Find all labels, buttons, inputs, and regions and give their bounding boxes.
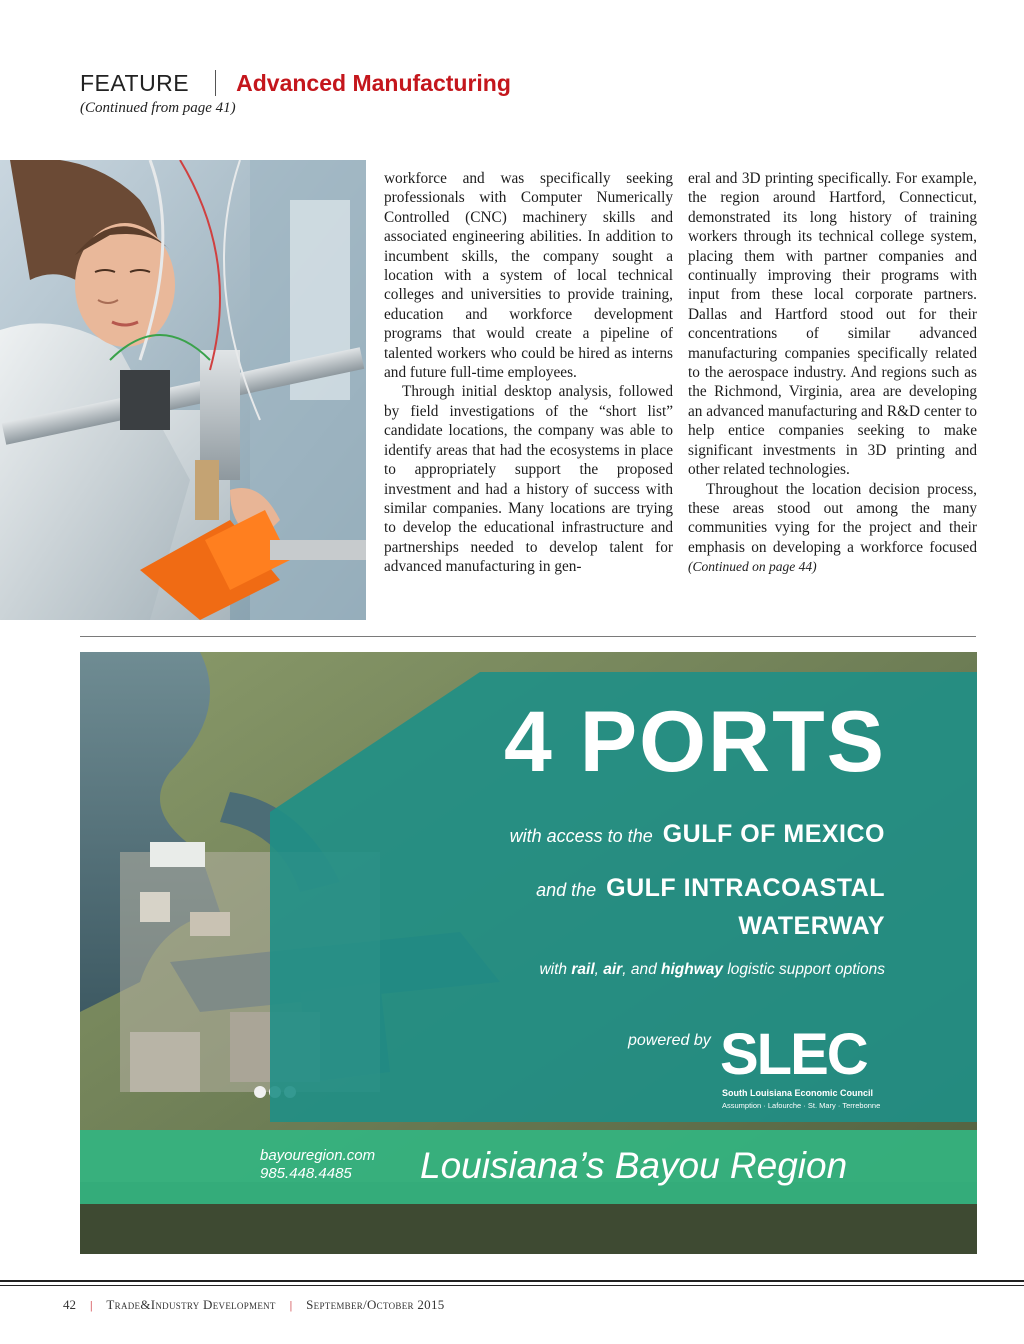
ad-text: , and: [622, 961, 661, 978]
slec-org-name: South Louisiana Economic Council: [722, 1088, 874, 1098]
ad-line-logistics: [539, 961, 885, 979]
feature-row: [80, 66, 640, 100]
ad-region-tagline: Louisiana’s Bayou Region: [420, 1145, 848, 1186]
ad-line-small: and the: [536, 880, 597, 900]
ad-line-intracoastal: [536, 874, 885, 903]
ad-text: ,: [594, 961, 604, 978]
ad-line-big: GULF OF MEXICO: [662, 820, 885, 848]
ad-text-air: air: [603, 961, 623, 978]
footer-rule: [0, 1280, 1024, 1282]
footer-rule: [0, 1285, 1024, 1286]
section-divider: [80, 636, 976, 637]
photo-illustration: [0, 160, 366, 620]
ad-headline: 4 PORTS: [504, 694, 886, 790]
continued-from-note: (Continued from page 41): [80, 100, 236, 116]
issue-date: September/October 2015: [306, 1297, 445, 1312]
ad-line-small: with access to the: [509, 826, 653, 846]
footer-separator: |: [90, 1297, 93, 1312]
section-label: FEATURE: [80, 69, 190, 96]
article-paragraph: workforce and was specifically seeking professionals with Computer Numerically Controlled (CNC) machinery skills and associated engineering abilities. In addition to incumbent skills, the company sought a location with a system of local technical colleges and universities to provide training, education and workforce development programs that would create a pipeline of talented workers who could be hired as interns and future full-time employees.: [384, 170, 673, 382]
header-divider: [215, 70, 216, 96]
3d-printing-technician-photo: [0, 160, 366, 620]
article-paragraph: eral and 3D printing specifically. For example, the region around Hartford, Connecticut, demonstrated its long history of training workers through its technical college system, placing them with partner companies and continually improving their programs with input from these local corporate partners. Dallas and Hartford stood out for their concentrations of similar advanced manufacturing companies specifically related to the aerospace industry. And regions such as the Richmond, Virginia, area are developing an advanced manufacturing and R&D center to help entice companies seeking to make significant investments in 3D printing and other related technologies.: [688, 170, 977, 479]
page-footer: [63, 1297, 445, 1313]
ad-website[interactable]: bayouregion.com: [260, 1147, 376, 1164]
continued-on-link[interactable]: (Continued on page 44): [688, 559, 817, 575]
ad-text-rail: rail: [571, 961, 595, 978]
ad-text: with: [539, 961, 572, 978]
publication-name: Trade&Industry Development: [106, 1297, 276, 1312]
article-paragraph: Through initial desktop analysis, followed by field investigations of the “short list” candidate locations, the company was able to identify areas that had the ecosystems in place to appropriately support the proposed investment and had a history of success with similar companies. Many locations are trying to develop the educational infrastructure and partnerships needed to develop talent for advanced manufacturing in gen-: [384, 383, 673, 576]
slec-advertisement[interactable]: [80, 652, 977, 1254]
article-paragraph: [688, 480, 977, 577]
powered-by-label: powered by: [628, 1032, 711, 1049]
ad-line-gulf-mexico: [510, 820, 885, 849]
feature-header: [80, 66, 640, 117]
article-column-2: [688, 169, 977, 577]
footer-separator: |: [289, 1297, 293, 1312]
ad-line-big: WATERWAY: [738, 912, 885, 940]
ad-phone[interactable]: 985.448.4485: [260, 1165, 352, 1182]
ad-text: logistic support options: [723, 961, 885, 978]
article-paragraph-text: Throughout the location decision process, these areas stood out among the many communities vying for the project and their emphasis on developing a workforce focused: [688, 480, 977, 556]
slec-parishes: Assumption · Lafourche · St. Mary · Terrebonne: [722, 1101, 881, 1110]
slec-logo: SLEC: [720, 1022, 867, 1087]
ad-contact-band: [80, 1130, 977, 1204]
ad-text-highway: highway: [661, 961, 724, 978]
article-column-1: [384, 169, 673, 577]
ad-line-big: GULF INTRACOASTAL: [606, 874, 885, 902]
page-number: 42: [63, 1297, 76, 1312]
ad-line-waterway: [738, 912, 885, 941]
section-topic: Advanced Manufacturing: [236, 69, 511, 96]
